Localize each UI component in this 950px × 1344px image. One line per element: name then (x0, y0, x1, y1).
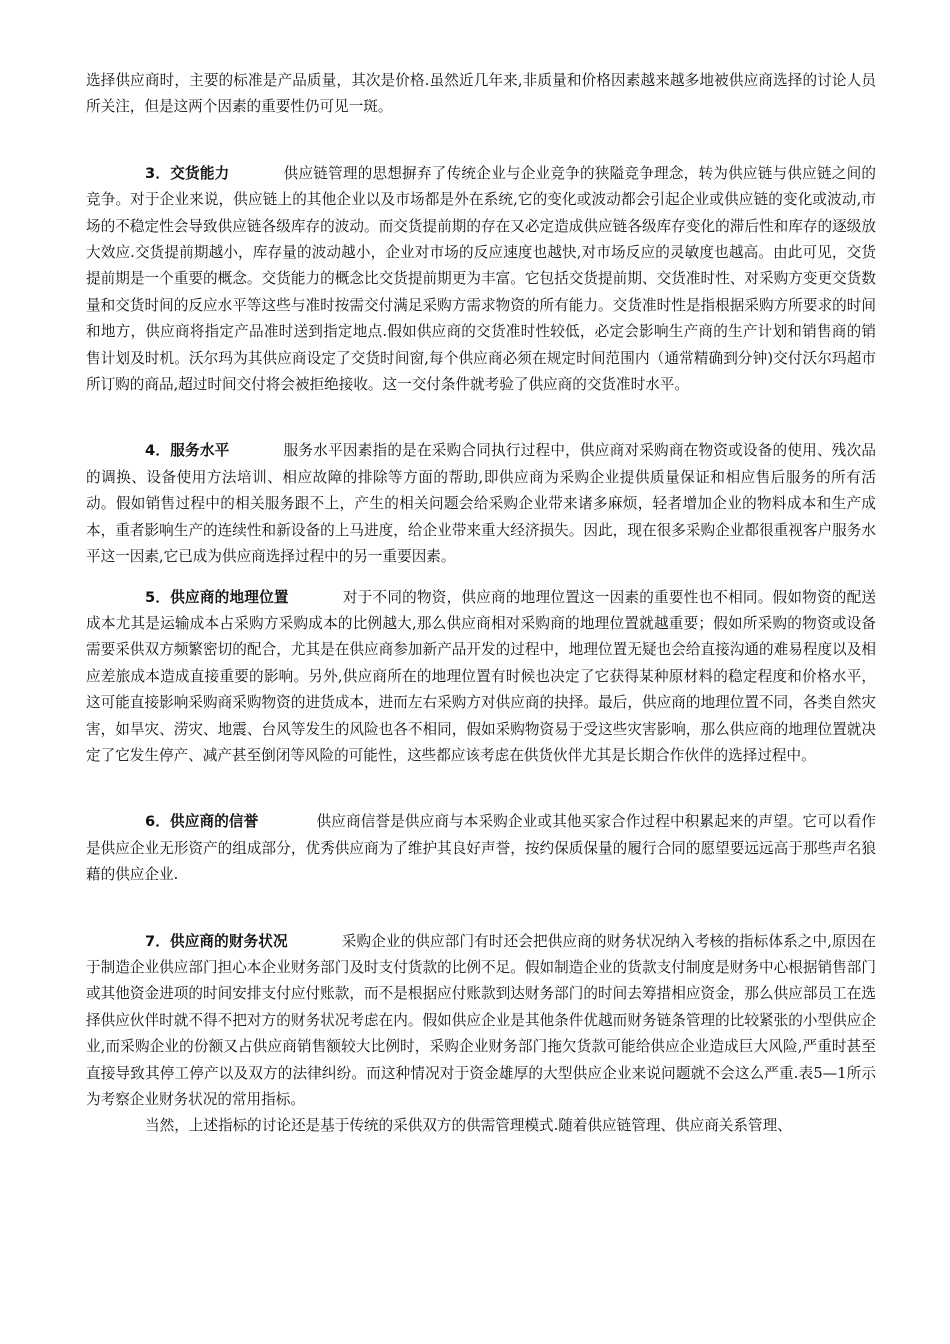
intro-paragraph: 选择供应商时，主要的标准是产品质量，其次是价格.虽然近几年来,非质量和价格因素越来越多地被供应商选择的讨论人员所关注，但是这两个因素的重要性仍可见一斑。 (86, 72, 876, 116)
spacer (86, 121, 876, 161)
section-service-level (86, 438, 876, 570)
section-geographic-location (86, 585, 876, 770)
section-body: 供应链管理的思想摒弃了传统企业与企业竞争的狭隘竞争理念，转为供应链与供应链之间的竞争。对于企业来说，供应链上的其他企业以及市场都是外在系统,它的变化或波动都会引起企业或供应链的变化或波动,市场的不稳定性会导致供应链各级库存的波动。而交货提前期的存在又必定造成供应链各级库存变化的滞后性和库存的逐级放大效应.交货提前期越小，库存量的波动越小，企业对市场的反应速度也越快,对市场反应的灵敏度也越高。由此可见，交货提前期是一个重要的概念。交货能力的概念比交货提前期更为丰富。它包括交货提前期、交货准时性、对采购方变更交货数量和交货时间的反应水平等这些与准时按需交付满足采购方需求物资的所有能力。交货准时性是指根据采购方所要求的时间和地方，供应商将指定产品准时送到指定地点.假如供应商的交货准时性较低，必定会影响生产商的生产计划和销售商的销售计划及时机。沃尔玛为其供应商设定了交货时间窗,每个供应商必须在规定时间范围内（通常精确到分钟)交付沃尔玛超市所订购的商品,超过时间交付将会被拒绝接收。这一交付条件就考验了供应商的交货准时水平。 (86, 164, 876, 394)
section-heading: 7．供应商的财务状况 (145, 932, 288, 950)
spacer (86, 571, 876, 585)
section-body: 对于不同的物资，供应商的地理位置这一因素的重要性也不相同。假如物资的配送成本尤其是运输成本占采购方采购成本的比例越大,那么供应商相对采购商的地理位置就越重要；假如所采购的物资或设备需要采供双方频繁密切的配合，尤其是在供应商参加新产品开发的过程中，地理位置无疑也会给直接沟通的难易程度以及相应差旅成本造成直接重要的影响。另外,供应商所在的地理位置有时候也决定了它获得某种原材料的稳定程度和价格水平，这可能直接影响采购商采购物资的进货成本，进而左右采购方对供应商的抉择。最后，供应商的地理位置不同，各类自然灾害，如旱灾、涝灾、地震、台风等发生的风险也各不相同，假如采购物资易于受这些灾害影响，那么供应商的地理位置就决定了它发生停产、减产甚至倒闭等风险的可能性，这些都应该考虑在供货伙伴尤其是长期合作伙伴的选择过程中。 (86, 588, 876, 764)
section-financial-status (86, 929, 876, 1114)
section-heading: 3．交货能力 (145, 164, 230, 182)
section-heading: 6．供应商的信誉 (145, 813, 259, 831)
section-body: 采购企业的供应部门有时还会把供应商的财务状况纳入考核的指标体系之中,原因在于制造企业供应部门担心本企业财务部门及时支付货款的比例不足。假如制造企业的货款支付制度是财务中心根据销售部门或其他资金进项的时间安排支付应付账款，而不是根据应付账款到达财务部门的时间去筹措相应资金，那么供应部员工在选择供应伙伴时就不得不把对方的财务状况考虑在内。假如供应企业是其他条件优越而财务链条管理的比较紧张的小型供应企业,而采购企业的份额又占供应商销售额较大比例时，采购企业财务部门拖欠货款可能给供应企业造成巨大风险,严重时甚至直接导致其停工停产以及双方的法律纠纷。而这种情况对于资金雄厚的大型供应企业来说问题就不会这么严重.表5—1所示为考察企业财务状况的常用指标。 (86, 932, 876, 1108)
section-heading: 4．服务水平 (145, 442, 230, 460)
section-body: 供应商信誉是供应商与本采购企业或其他买家合作过程中积累起来的声望。它可以看作是供应企业无形资产的组成部分，优秀供应商为了维护其良好声誉，按约保质保量的履行合同的愿望要远远高于那些声名狼藉的供应企业. (86, 813, 876, 884)
spacer (86, 889, 876, 929)
spacer (86, 769, 876, 809)
section-supplier-reputation (86, 809, 876, 888)
spacer (86, 398, 876, 438)
section-heading: 5．供应商的地理位置 (145, 588, 289, 606)
document-page (86, 68, 876, 1140)
section-body: 服务水平因素指的是在采购合同执行过程中，供应商对采购商在物资或设备的使用、残次品的调换、设备使用方法培训、相应故障的排除等方面的帮助,即供应商为采购企业提供质量保证和相应售后服务的所有活动。假如销售过程中的相关服务跟不上，产生的相关问题会给采购企业带来诸多麻烦，轻者增加企业的物料成本和生产成本，重者影响生产的连续性和新设备的上马进度，给企业带来重大经济损失。因此，现在很多采购企业都很重视客户服务水平这一因素,它已成为供应商选择过程中的另一重要因素。 (86, 442, 876, 566)
closing-paragraph: 当然，上述指标的讨论还是基于传统的采供双方的供需管理模式.随着供应链管理、供应商关系管理、 (145, 1117, 792, 1135)
section-delivery-capability (86, 161, 876, 399)
